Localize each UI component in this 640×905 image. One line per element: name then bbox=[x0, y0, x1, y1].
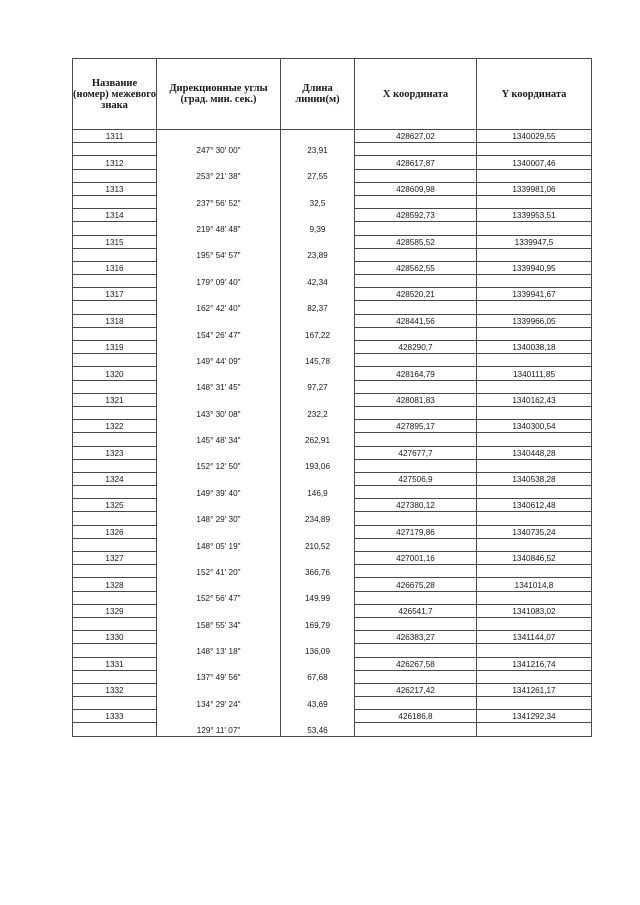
x-coordinate-cell: 428290,7 bbox=[355, 341, 477, 354]
point-row bbox=[73, 367, 592, 380]
segment-row bbox=[73, 248, 592, 261]
table-body bbox=[73, 130, 592, 737]
segment-name-spacer-cell bbox=[73, 617, 157, 630]
direction-angle-cell: 129° 11' 07" bbox=[157, 723, 281, 736]
length-spacer-cell bbox=[281, 288, 355, 301]
y-coordinate-cell: 1340029,55 bbox=[477, 130, 592, 143]
header-x-coordinate: X координата bbox=[355, 59, 477, 130]
y-coordinate-cell: 1341144,07 bbox=[477, 631, 592, 644]
angle-spacer-cell bbox=[157, 288, 281, 301]
direction-angle-cell: 149° 44' 09" bbox=[157, 354, 281, 367]
length-spacer-cell bbox=[281, 261, 355, 274]
header-line-length: Длина линии(м) bbox=[281, 59, 355, 130]
y-coordinate-cell: 1340612,48 bbox=[477, 499, 592, 512]
segment-name-spacer-cell bbox=[73, 697, 157, 710]
point-row bbox=[73, 182, 592, 195]
segment-row bbox=[73, 538, 592, 551]
line-length-cell: 27,55 bbox=[281, 169, 355, 182]
segment-y-spacer-cell bbox=[477, 143, 592, 156]
segment-x-spacer-cell bbox=[355, 486, 477, 499]
segment-x-spacer-cell bbox=[355, 723, 477, 736]
segment-row bbox=[73, 697, 592, 710]
angle-spacer-cell bbox=[157, 604, 281, 617]
direction-angle-cell: 152° 56' 47" bbox=[157, 591, 281, 604]
length-spacer-cell bbox=[281, 314, 355, 327]
segment-row bbox=[73, 406, 592, 419]
x-coordinate-cell: 428592,73 bbox=[355, 209, 477, 222]
line-length-cell: 169,79 bbox=[281, 617, 355, 630]
segment-x-spacer-cell bbox=[355, 195, 477, 208]
segment-x-spacer-cell bbox=[355, 538, 477, 551]
segment-y-spacer-cell bbox=[477, 459, 592, 472]
x-coordinate-cell: 428562,55 bbox=[355, 261, 477, 274]
segment-row bbox=[73, 222, 592, 235]
point-row bbox=[73, 235, 592, 248]
segment-name-spacer-cell bbox=[73, 354, 157, 367]
segment-y-spacer-cell bbox=[477, 327, 592, 340]
line-length-cell: 167,22 bbox=[281, 327, 355, 340]
length-spacer-cell bbox=[281, 472, 355, 485]
direction-angle-cell: 152° 12' 50" bbox=[157, 459, 281, 472]
segment-x-spacer-cell bbox=[355, 670, 477, 683]
length-spacer-cell bbox=[281, 604, 355, 617]
length-spacer-cell bbox=[281, 209, 355, 222]
segment-name-spacer-cell bbox=[73, 222, 157, 235]
segment-name-spacer-cell bbox=[73, 459, 157, 472]
segment-y-spacer-cell bbox=[477, 486, 592, 499]
point-name-cell: 1314 bbox=[73, 209, 157, 222]
line-length-cell: 23,91 bbox=[281, 143, 355, 156]
point-row bbox=[73, 710, 592, 723]
angle-spacer-cell bbox=[157, 130, 281, 143]
length-spacer-cell bbox=[281, 657, 355, 670]
angle-spacer-cell bbox=[157, 182, 281, 195]
segment-x-spacer-cell bbox=[355, 459, 477, 472]
point-row bbox=[73, 261, 592, 274]
point-row bbox=[73, 156, 592, 169]
length-spacer-cell bbox=[281, 446, 355, 459]
angle-spacer-cell bbox=[157, 710, 281, 723]
line-length-cell: 366,76 bbox=[281, 565, 355, 578]
segment-name-spacer-cell bbox=[73, 248, 157, 261]
angle-spacer-cell bbox=[157, 552, 281, 565]
y-coordinate-cell: 1339953,51 bbox=[477, 209, 592, 222]
x-coordinate-cell: 428585,52 bbox=[355, 235, 477, 248]
segment-x-spacer-cell bbox=[355, 169, 477, 182]
line-length-cell: 145,78 bbox=[281, 354, 355, 367]
segment-name-spacer-cell bbox=[73, 644, 157, 657]
point-row bbox=[73, 472, 592, 485]
point-row bbox=[73, 393, 592, 406]
segment-y-spacer-cell bbox=[477, 301, 592, 314]
point-name-cell: 1315 bbox=[73, 235, 157, 248]
y-coordinate-cell: 1340007,46 bbox=[477, 156, 592, 169]
segment-y-spacer-cell bbox=[477, 380, 592, 393]
segment-x-spacer-cell bbox=[355, 248, 477, 261]
line-length-cell: 53,46 bbox=[281, 723, 355, 736]
segment-name-spacer-cell bbox=[73, 433, 157, 446]
length-spacer-cell bbox=[281, 683, 355, 696]
line-length-cell: 136,09 bbox=[281, 644, 355, 657]
segment-name-spacer-cell bbox=[73, 591, 157, 604]
segment-name-spacer-cell bbox=[73, 723, 157, 736]
line-length-cell: 82,37 bbox=[281, 301, 355, 314]
segment-x-spacer-cell bbox=[355, 406, 477, 419]
length-spacer-cell bbox=[281, 182, 355, 195]
point-name-cell: 1324 bbox=[73, 472, 157, 485]
direction-angle-cell: 148° 05' 19" bbox=[157, 538, 281, 551]
point-name-cell: 1316 bbox=[73, 261, 157, 274]
direction-angle-cell: 134° 29' 24" bbox=[157, 697, 281, 710]
angle-spacer-cell bbox=[157, 578, 281, 591]
x-coordinate-cell: 428081,83 bbox=[355, 393, 477, 406]
point-row bbox=[73, 420, 592, 433]
direction-angle-cell: 158° 55' 34" bbox=[157, 617, 281, 630]
point-row bbox=[73, 130, 592, 143]
x-coordinate-cell: 426383,27 bbox=[355, 631, 477, 644]
segment-row bbox=[73, 565, 592, 578]
point-name-cell: 1323 bbox=[73, 446, 157, 459]
segment-name-spacer-cell bbox=[73, 406, 157, 419]
direction-angle-cell: 253° 21' 38" bbox=[157, 169, 281, 182]
segment-y-spacer-cell bbox=[477, 617, 592, 630]
header-point-name: Название (номер) межевого знака bbox=[73, 59, 157, 130]
y-coordinate-cell: 1339947,5 bbox=[477, 235, 592, 248]
point-row bbox=[73, 552, 592, 565]
direction-angle-cell: 162° 42' 40" bbox=[157, 301, 281, 314]
y-coordinate-cell: 1341083,02 bbox=[477, 604, 592, 617]
length-spacer-cell bbox=[281, 710, 355, 723]
line-length-cell: 262,91 bbox=[281, 433, 355, 446]
direction-angle-cell: 152° 41' 20" bbox=[157, 565, 281, 578]
point-name-cell: 1312 bbox=[73, 156, 157, 169]
segment-x-spacer-cell bbox=[355, 301, 477, 314]
segment-y-spacer-cell bbox=[477, 406, 592, 419]
angle-spacer-cell bbox=[157, 525, 281, 538]
segment-name-spacer-cell bbox=[73, 380, 157, 393]
angle-spacer-cell bbox=[157, 209, 281, 222]
segment-x-spacer-cell bbox=[355, 222, 477, 235]
length-spacer-cell bbox=[281, 341, 355, 354]
direction-angle-cell: 154° 26' 47" bbox=[157, 327, 281, 340]
x-coordinate-cell: 427895,17 bbox=[355, 420, 477, 433]
angle-spacer-cell bbox=[157, 683, 281, 696]
direction-angle-cell: 149° 39' 40" bbox=[157, 486, 281, 499]
segment-name-spacer-cell bbox=[73, 565, 157, 578]
segment-y-spacer-cell bbox=[477, 222, 592, 235]
point-row bbox=[73, 525, 592, 538]
direction-angle-cell: 148° 31' 45" bbox=[157, 380, 281, 393]
segment-row bbox=[73, 327, 592, 340]
line-length-cell: 193,06 bbox=[281, 459, 355, 472]
length-spacer-cell bbox=[281, 578, 355, 591]
point-name-cell: 1327 bbox=[73, 552, 157, 565]
segment-x-spacer-cell bbox=[355, 354, 477, 367]
segment-x-spacer-cell bbox=[355, 512, 477, 525]
direction-angle-cell: 247° 30' 00" bbox=[157, 143, 281, 156]
segment-name-spacer-cell bbox=[73, 301, 157, 314]
point-row bbox=[73, 209, 592, 222]
length-spacer-cell bbox=[281, 552, 355, 565]
length-spacer-cell bbox=[281, 235, 355, 248]
point-row bbox=[73, 341, 592, 354]
y-coordinate-cell: 1341261,17 bbox=[477, 683, 592, 696]
length-spacer-cell bbox=[281, 156, 355, 169]
direction-angle-cell: 137° 49' 56" bbox=[157, 670, 281, 683]
segment-row bbox=[73, 143, 592, 156]
angle-spacer-cell bbox=[157, 420, 281, 433]
segment-name-spacer-cell bbox=[73, 512, 157, 525]
point-row bbox=[73, 314, 592, 327]
segment-x-spacer-cell bbox=[355, 644, 477, 657]
point-name-cell: 1320 bbox=[73, 367, 157, 380]
point-name-cell: 1319 bbox=[73, 341, 157, 354]
point-name-cell: 1328 bbox=[73, 578, 157, 591]
angle-spacer-cell bbox=[157, 156, 281, 169]
header-direction-angle: Дирекционные углы (град. мин. сек.) bbox=[157, 59, 281, 130]
header-row bbox=[73, 59, 592, 130]
x-coordinate-cell: 428441,56 bbox=[355, 314, 477, 327]
segment-row bbox=[73, 512, 592, 525]
line-length-cell: 43,69 bbox=[281, 697, 355, 710]
segment-row bbox=[73, 354, 592, 367]
x-coordinate-cell: 427380,12 bbox=[355, 499, 477, 512]
line-length-cell: 146,9 bbox=[281, 486, 355, 499]
segment-row bbox=[73, 169, 592, 182]
x-coordinate-cell: 427179,86 bbox=[355, 525, 477, 538]
line-length-cell: 42,34 bbox=[281, 275, 355, 288]
line-length-cell: 32,5 bbox=[281, 195, 355, 208]
line-length-cell: 232,2 bbox=[281, 406, 355, 419]
segment-y-spacer-cell bbox=[477, 169, 592, 182]
segment-row bbox=[73, 301, 592, 314]
segment-row bbox=[73, 591, 592, 604]
segment-row bbox=[73, 723, 592, 736]
y-coordinate-cell: 1339981,06 bbox=[477, 182, 592, 195]
point-row bbox=[73, 683, 592, 696]
x-coordinate-cell: 427506,9 bbox=[355, 472, 477, 485]
x-coordinate-cell: 426541,7 bbox=[355, 604, 477, 617]
segment-y-spacer-cell bbox=[477, 512, 592, 525]
segment-y-spacer-cell bbox=[477, 538, 592, 551]
x-coordinate-cell: 426675,28 bbox=[355, 578, 477, 591]
point-name-cell: 1333 bbox=[73, 710, 157, 723]
point-name-cell: 1313 bbox=[73, 182, 157, 195]
direction-angle-cell: 143° 30' 08" bbox=[157, 406, 281, 419]
x-coordinate-cell: 426186,8 bbox=[355, 710, 477, 723]
angle-spacer-cell bbox=[157, 499, 281, 512]
segment-y-spacer-cell bbox=[477, 248, 592, 261]
direction-angle-cell: 148° 29' 30" bbox=[157, 512, 281, 525]
point-name-cell: 1329 bbox=[73, 604, 157, 617]
segment-x-spacer-cell bbox=[355, 327, 477, 340]
segment-x-spacer-cell bbox=[355, 591, 477, 604]
line-length-cell: 23,89 bbox=[281, 248, 355, 261]
angle-spacer-cell bbox=[157, 367, 281, 380]
y-coordinate-cell: 1341216,74 bbox=[477, 657, 592, 670]
point-row bbox=[73, 604, 592, 617]
length-spacer-cell bbox=[281, 367, 355, 380]
y-coordinate-cell: 1340300,54 bbox=[477, 420, 592, 433]
segment-y-spacer-cell bbox=[477, 670, 592, 683]
angle-spacer-cell bbox=[157, 261, 281, 274]
direction-angle-cell: 219° 48' 48" bbox=[157, 222, 281, 235]
x-coordinate-cell: 426217,42 bbox=[355, 683, 477, 696]
segment-name-spacer-cell bbox=[73, 275, 157, 288]
segment-y-spacer-cell bbox=[477, 354, 592, 367]
x-coordinate-cell: 428627,02 bbox=[355, 130, 477, 143]
direction-angle-cell: 237° 56' 52" bbox=[157, 195, 281, 208]
angle-spacer-cell bbox=[157, 631, 281, 644]
length-spacer-cell bbox=[281, 499, 355, 512]
point-name-cell: 1330 bbox=[73, 631, 157, 644]
segment-name-spacer-cell bbox=[73, 670, 157, 683]
segment-x-spacer-cell bbox=[355, 275, 477, 288]
segment-x-spacer-cell bbox=[355, 617, 477, 630]
segment-y-spacer-cell bbox=[477, 723, 592, 736]
point-name-cell: 1321 bbox=[73, 393, 157, 406]
point-row bbox=[73, 631, 592, 644]
y-coordinate-cell: 1340846,52 bbox=[477, 552, 592, 565]
segment-row bbox=[73, 644, 592, 657]
y-coordinate-cell: 1339941,67 bbox=[477, 288, 592, 301]
coordinates-table bbox=[72, 58, 592, 737]
segment-row bbox=[73, 486, 592, 499]
segment-row bbox=[73, 380, 592, 393]
point-name-cell: 1322 bbox=[73, 420, 157, 433]
segment-y-spacer-cell bbox=[477, 275, 592, 288]
segment-y-spacer-cell bbox=[477, 195, 592, 208]
point-row bbox=[73, 446, 592, 459]
length-spacer-cell bbox=[281, 631, 355, 644]
segment-name-spacer-cell bbox=[73, 327, 157, 340]
segment-x-spacer-cell bbox=[355, 697, 477, 710]
length-spacer-cell bbox=[281, 525, 355, 538]
segment-row bbox=[73, 459, 592, 472]
x-coordinate-cell: 428609,98 bbox=[355, 182, 477, 195]
segment-name-spacer-cell bbox=[73, 143, 157, 156]
y-coordinate-cell: 1340448,28 bbox=[477, 446, 592, 459]
direction-angle-cell: 145° 48' 34" bbox=[157, 433, 281, 446]
segment-y-spacer-cell bbox=[477, 644, 592, 657]
segment-name-spacer-cell bbox=[73, 195, 157, 208]
point-name-cell: 1332 bbox=[73, 683, 157, 696]
y-coordinate-cell: 1341292,34 bbox=[477, 710, 592, 723]
y-coordinate-cell: 1340735,24 bbox=[477, 525, 592, 538]
segment-x-spacer-cell bbox=[355, 565, 477, 578]
x-coordinate-cell: 427677,7 bbox=[355, 446, 477, 459]
header-y-coordinate: Y координата bbox=[477, 59, 592, 130]
length-spacer-cell bbox=[281, 393, 355, 406]
x-coordinate-cell: 428617,87 bbox=[355, 156, 477, 169]
line-length-cell: 149,99 bbox=[281, 591, 355, 604]
point-row bbox=[73, 657, 592, 670]
y-coordinate-cell: 1340162,43 bbox=[477, 393, 592, 406]
segment-row bbox=[73, 195, 592, 208]
y-coordinate-cell: 1340538,28 bbox=[477, 472, 592, 485]
point-row bbox=[73, 578, 592, 591]
segment-y-spacer-cell bbox=[477, 433, 592, 446]
angle-spacer-cell bbox=[157, 393, 281, 406]
length-spacer-cell bbox=[281, 130, 355, 143]
line-length-cell: 210,52 bbox=[281, 538, 355, 551]
x-coordinate-cell: 427001,16 bbox=[355, 552, 477, 565]
segment-y-spacer-cell bbox=[477, 591, 592, 604]
line-length-cell: 97,27 bbox=[281, 380, 355, 393]
x-coordinate-cell: 428520,21 bbox=[355, 288, 477, 301]
direction-angle-cell: 179° 09' 40" bbox=[157, 275, 281, 288]
angle-spacer-cell bbox=[157, 657, 281, 670]
point-name-cell: 1317 bbox=[73, 288, 157, 301]
direction-angle-cell: 148° 13' 18" bbox=[157, 644, 281, 657]
segment-y-spacer-cell bbox=[477, 697, 592, 710]
point-name-cell: 1331 bbox=[73, 657, 157, 670]
line-length-cell: 234,89 bbox=[281, 512, 355, 525]
y-coordinate-cell: 1341014,8 bbox=[477, 578, 592, 591]
point-name-cell: 1326 bbox=[73, 525, 157, 538]
angle-spacer-cell bbox=[157, 235, 281, 248]
direction-angle-cell: 195° 54' 57" bbox=[157, 248, 281, 261]
line-length-cell: 9,39 bbox=[281, 222, 355, 235]
angle-spacer-cell bbox=[157, 472, 281, 485]
x-coordinate-cell: 426267,58 bbox=[355, 657, 477, 670]
segment-name-spacer-cell bbox=[73, 538, 157, 551]
table-header bbox=[73, 59, 592, 130]
line-length-cell: 67,68 bbox=[281, 670, 355, 683]
segment-row bbox=[73, 670, 592, 683]
y-coordinate-cell: 1340038,18 bbox=[477, 341, 592, 354]
segment-x-spacer-cell bbox=[355, 433, 477, 446]
segment-y-spacer-cell bbox=[477, 565, 592, 578]
segment-x-spacer-cell bbox=[355, 380, 477, 393]
y-coordinate-cell: 1340111,85 bbox=[477, 367, 592, 380]
point-name-cell: 1311 bbox=[73, 130, 157, 143]
point-row bbox=[73, 288, 592, 301]
angle-spacer-cell bbox=[157, 314, 281, 327]
point-name-cell: 1325 bbox=[73, 499, 157, 512]
length-spacer-cell bbox=[281, 420, 355, 433]
segment-name-spacer-cell bbox=[73, 486, 157, 499]
angle-spacer-cell bbox=[157, 446, 281, 459]
y-coordinate-cell: 1339966,05 bbox=[477, 314, 592, 327]
segment-x-spacer-cell bbox=[355, 143, 477, 156]
point-name-cell: 1318 bbox=[73, 314, 157, 327]
segment-row bbox=[73, 617, 592, 630]
point-row bbox=[73, 499, 592, 512]
segment-row bbox=[73, 275, 592, 288]
y-coordinate-cell: 1339940,95 bbox=[477, 261, 592, 274]
angle-spacer-cell bbox=[157, 341, 281, 354]
segment-name-spacer-cell bbox=[73, 169, 157, 182]
segment-row bbox=[73, 433, 592, 446]
x-coordinate-cell: 428164,79 bbox=[355, 367, 477, 380]
